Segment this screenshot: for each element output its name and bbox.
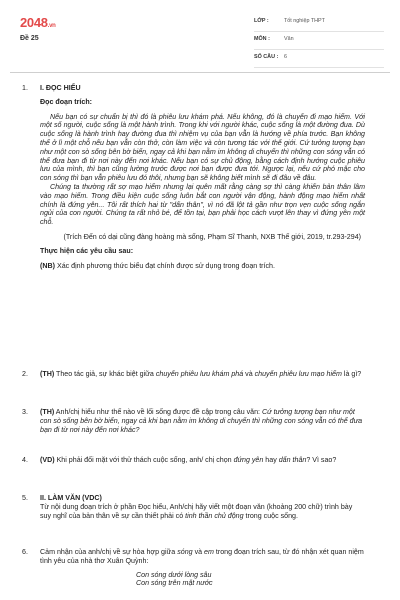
question-text-part: Xác định phương thức biểu đạt chính được sử dụng trong đoạn trích. [56,261,275,270]
question-body [40,84,365,270]
question-text-part: Cảm nhận của anh/chị về sự hòa hợp giữa [40,548,178,556]
question-text-part: trong đoạn trích sau, từ đó nhận xét quan niệm tình yêu của nhà thơ Xuân Quỳnh: [40,548,364,565]
question-number: 1. [22,84,28,92]
question-body [40,408,365,434]
task-title: Thực hiện các yêu cầu sau: [40,246,134,255]
poem-excerpt [40,571,365,588]
question-number: 4. [22,456,28,464]
question-text-part: Khi phải đối mặt với thử thách cuộc sống, anh/ chị chọn [56,456,234,464]
reading-passage [40,113,365,227]
difficulty-tag: (TH) [40,408,55,416]
difficulty-tag: (TH) [40,370,55,378]
question-emphasis: tinh thần chủ động [185,511,244,520]
question-text-part: là gì? [341,370,362,378]
meta-value: Tốt nghiệp THPT [284,18,325,24]
question-body [40,548,365,588]
question-number: 3. [22,408,28,416]
exam-code: Đề 25 [20,35,39,42]
meta-value: 6 [284,54,287,60]
meta-value: Văn [284,36,294,42]
header-divider [10,72,390,73]
meta-key: MÔN : [254,36,270,42]
meta-row-count [254,50,384,68]
question-number: 5. [22,494,28,502]
question-body [40,456,365,465]
logo-suffix: .vn [47,23,56,29]
section-title: II. LÀM VĂN (VDC) [40,494,102,502]
question-text-part: và [243,370,255,378]
logo-main: 2048 [20,15,48,30]
question-emphasis: chuyến phiêu lưu mạo hiểm [254,370,342,378]
poem-line: Con sóng dưới lòng sâu [136,570,212,579]
reading-title: Đọc đoạn trích: [40,97,93,106]
question-text-part: Anh/chị hiểu như thế nào về lối sống được đề cập trong câu văn: [55,408,262,416]
question-body [40,370,365,379]
question-emphasis: dấn thân [278,456,307,464]
question-emphasis: em [204,548,214,556]
question-text-part: và [192,548,205,556]
question-number: 6. [22,548,28,556]
meta-row-subject [254,32,384,50]
passage-paragraph: Nếu bạn có sự chuẩn bị thì đó là phiêu lưu khám phá. Nếu không, đó là chuyến đi mạo hiểm. Với một số người, cuộc sống là một hành trình. Trong khi với người khác, cuộc sống là một đường đua. Dù cuộc sống là hành trình hay đường đua thì nhiệm vụ của bạn vẫn là hướng về phía trước. Bạn không thể ở lì một chỗ nếu bạn vẫn còn thở, còn làm việc và còn tương tác với thế giới. Cứ tưởng tượng bạn như một con sò sống bên bờ biển, ngay cả khi bạn nằm im không di chuyển thì những con sóng vẫn có thể đưa bạn đi từ nơi này đến nơi khác. Nếu bạn có sự chủ động, bằng cách định hướng cuộc phiêu lưu của mình, thì bạn cũng lường trước được nơi bạn được đưa tới. Ngược lại, nếu cứ phó mặc cho con sóng thì bạn vẫn phiêu lưu đó thôi, nhưng bạn sẽ không biết mình sẽ đi đâu về đâu. [40,112,365,183]
question-number: 2. [22,370,28,378]
question-text-part: hay [263,456,279,464]
question-body [40,494,365,520]
meta-key: LỚP : [254,18,269,24]
question-emphasis: sóng [177,548,193,556]
site-logo[interactable] [20,15,56,30]
question-text-part: Từ nội dung đoạn trích ở phần Đọc hiểu, Anh/chị hãy viết một đoạn văn (khoảng 200 chữ) trình bày suy nghĩ của bản thân về sự cần thiết phải có [40,502,353,520]
meta-row-class [254,14,384,32]
passage-paragraph: Chúng ta thường rất sợ mạo hiểm nhưng lại quên mất rằng càng sợ thì càng khiến bản thân lâm vào mạo hiểm. Trong điều kiện cuộc sống luôn bắt con người vận động, hành động mạo hiểm nhất chính là đứng yên... Tôi rất thích hai từ "dấn thân", vì nó đã lột tả gần như trọn vẹn cuộc sống ngắn ngủi của con người. Chúng ta rất nhỏ bé, để tồn tại, bạn phải học cách vượt lên thay vì đứng yên một chỗ. [40,182,365,227]
question-emphasis: đứng yên [233,456,264,464]
question-emphasis: Cứ tưởng tượng bạn như một con sò sống bên bờ biển, ngay cả khi bạn nằm im không di chuyển thì những con sóng vẫn có thể đưa bạn đi từ nơi này đến nơi khác? [40,408,363,434]
question-emphasis: chuyến phiêu lưu khám phá [155,370,244,378]
difficulty-tag: (VD) [40,456,55,464]
question-text-part: trong cuộc sống. [243,511,298,520]
exam-meta [254,14,384,68]
question-text-part: ? Vì sao? [306,456,337,464]
section-title: I. ĐỌC HIỂU [40,84,81,92]
difficulty-tag: (NB) [40,261,55,270]
page-header [0,0,400,78]
meta-key: SỐ CÂU : [254,54,279,60]
passage-citation: (Trích Đến có dại cũng đàng hoàng mà sống, Phạm Sĩ Thanh, NXB Thế giới, 2019, tr.293-294) [63,232,361,241]
question-text [40,503,365,521]
question-text [40,262,365,271]
question-text-part: Theo tác giả, sự khác biệt giữa [56,370,156,378]
poem-line: Con sóng trên mặt nước [136,579,213,588]
